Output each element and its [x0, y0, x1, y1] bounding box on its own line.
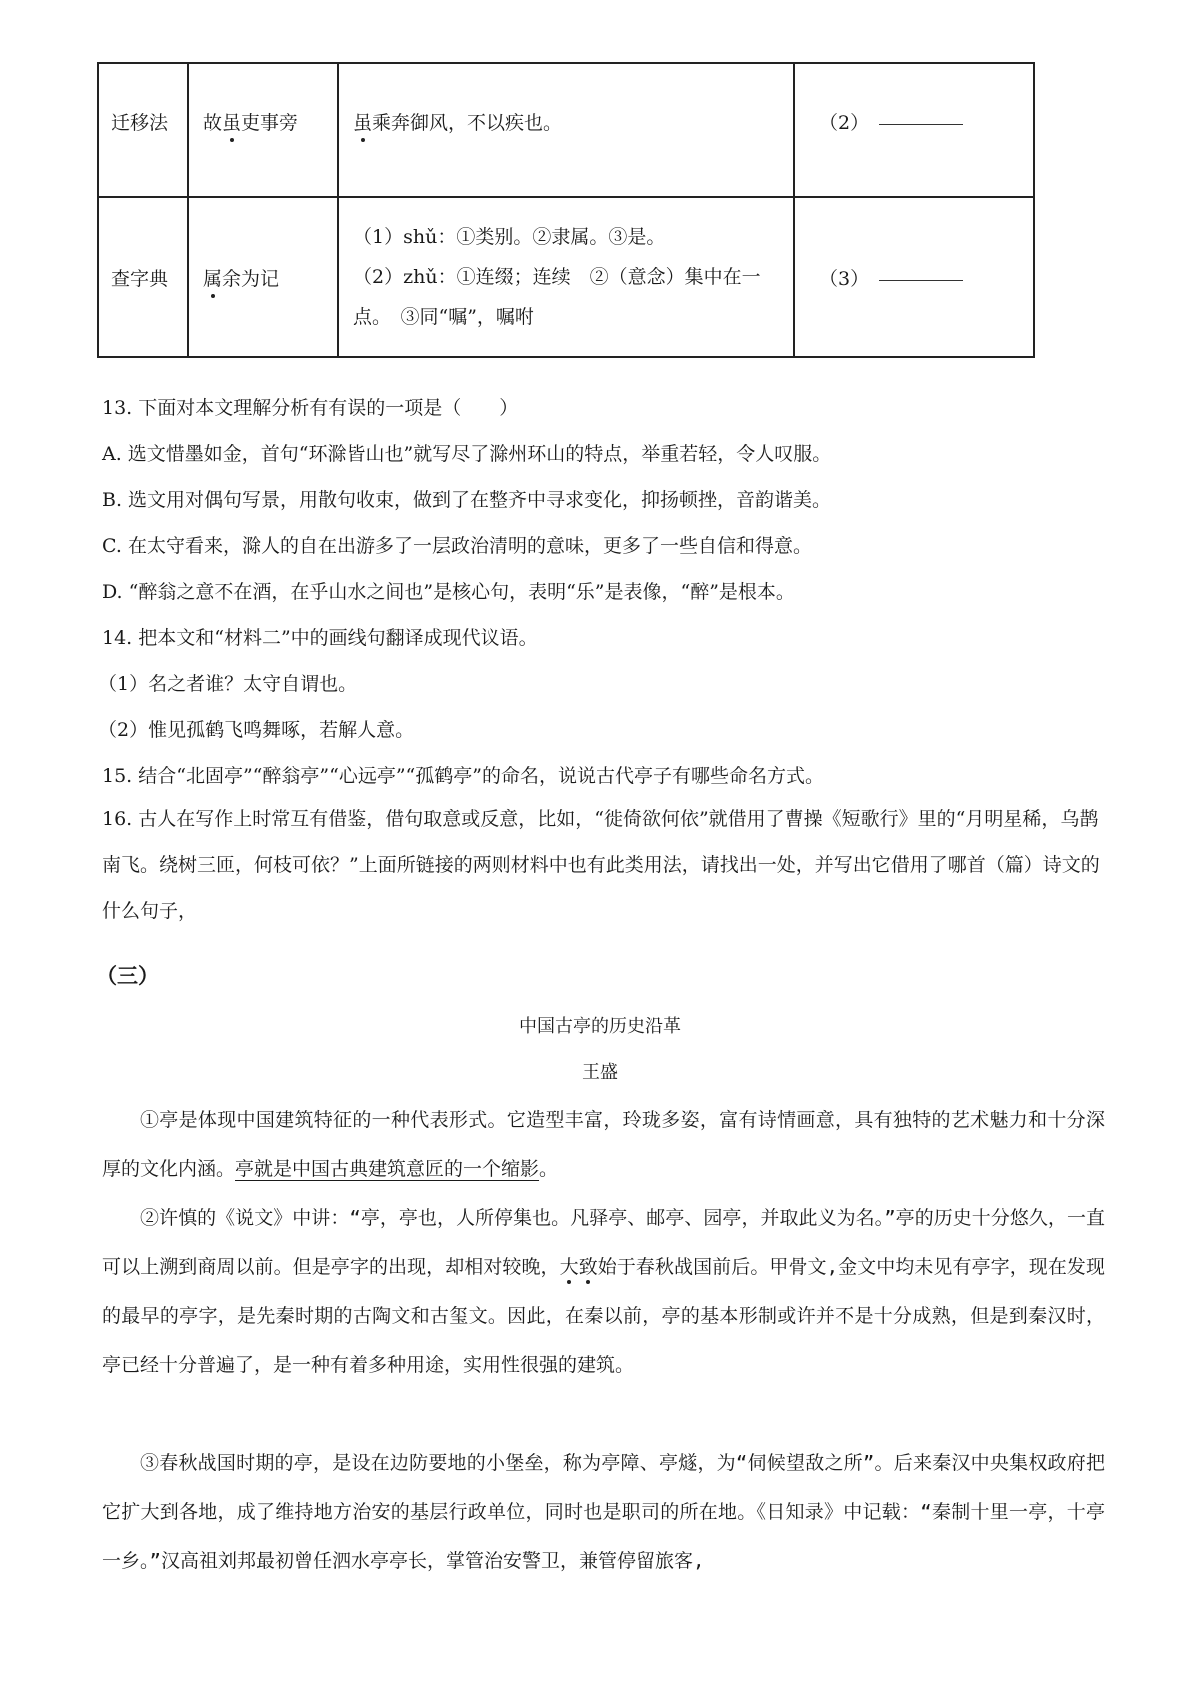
- marked-character: 虽: [353, 112, 373, 134]
- dictionary-entry: （2）zhǔ：①连缀；连续 ②（意念）集中在一: [353, 266, 761, 288]
- answer-cell: （2）: [794, 63, 1034, 197]
- article-paragraph-3: ③春秋战国时期的亭，是设在边防要地的小堡垒，称为亭障、亭燧，为“伺候望敌之所”。后来秦汉中央集权政府把它扩大到各地，成了维持地方治安的基层行政单位，同时也是职司的所在地。《日知录》中记载：“秦制十里一亭，十亭一乡。”汉高祖刘邦最初曾任泗水亭亭长，掌管治安警卫，兼管停留旅客,: [102, 1452, 1105, 1572]
- article-paragraph-2: ②许慎的《说文》中讲：“亭，亭也，人所停集也。凡驿亭、邮亭、园亭，并取此义为名。”亭的历史十分悠久，一直可以上溯到商周以前。但是亭字的出现，却相对较晚，大致始于春秋战国前后。甲骨文,金文中均未见有亭字，现在发现的最早的亭字，是先秦时期的古陶文和古玺文。因此，在秦以前，亭的基本形制或许并不是十分成熟，但是到秦汉时，亭已经十分普遍了，是一种有着多种用途，实用性很强的建筑。: [102, 1207, 1105, 1376]
- answer-cell: （3）: [794, 197, 1034, 357]
- dictionary-entry: 点。 ③同“嘱”，嘱咐: [353, 306, 534, 328]
- article-title: 中国古亭的历史沿革: [519, 1016, 681, 1037]
- question-15: 15. 结合“北固亭”“醉翁亭”“心远亭”“孤鹤亭”的命名，说说古代亭子有哪些命名方式。: [102, 765, 824, 787]
- article-paragraph-1: ①亭是体现中国建筑特征的一种代表形式。它造型丰富，玲珑多姿，富有诗情画意，具有独特的艺术魅力和十分深厚的文化内涵。亭就是中国古典建筑意匠的一个缩影。: [102, 1109, 1105, 1180]
- option-c: C. 在太守看来，滁人的自在出游多了一层政治清明的意味，更多了一些自信和得意。: [102, 535, 812, 557]
- emphasized-character: 致: [578, 1256, 598, 1278]
- phrase-cell: 故虽吏事旁: [188, 63, 338, 197]
- option-b: B. 选文用对偶句写景，用散句收束，做到了在整齐中寻求变化，抑扬顿挫，音韵谐美。: [102, 489, 832, 511]
- word-meaning-table: [97, 62, 1035, 358]
- question-16: 16. 古人在写作上时常互有借鉴，借句取意或反意，比如，“徙倚欲何依”就借用了曹操《短歌行》里的“月明星稀，乌鹊南飞。绕树三匝，何枝可依？”上面所链接的两则材料中也有此类用法，请找出一处，并写出它借用了哪首（篇）诗文的什么句子，: [102, 808, 1100, 922]
- dictionary-entry: （1）shǔ：①类别。②隶属。③是。: [353, 226, 666, 248]
- emphasized-character: 大: [559, 1256, 579, 1278]
- answer-blank[interactable]: [879, 124, 963, 125]
- underlined-sentence: 亭就是中国古典建筑意匠的一个缩影: [235, 1158, 540, 1180]
- question-13: 13. 下面对本文理解分析有有误的一项是（ ）: [102, 397, 519, 419]
- method-cell: 查字典: [98, 197, 188, 357]
- question-14-item: （2）惟见孤鹤飞鸣舞啄，若解人意。: [98, 719, 415, 741]
- method-cell: 迁移法: [98, 63, 188, 197]
- answer-blank[interactable]: [879, 280, 963, 281]
- table-row: [98, 63, 1034, 197]
- phrase-cell: 属余为记: [188, 197, 338, 357]
- question-14: 14. 把本文和“材料二”中的画线句翻译成现代议语。: [102, 627, 538, 649]
- article-author: 王盛: [582, 1062, 618, 1083]
- reference-cell: 虽乘奔御风，不以疾也。: [338, 63, 794, 197]
- question-14-item: （1）名之者谁？太守自谓也。: [98, 673, 358, 695]
- option-d: D. “醉翁之意不在酒，在乎山水之间也”是核心句，表明“乐”是表像，“醉”是根本。: [102, 581, 795, 603]
- marked-character: 属: [203, 267, 223, 290]
- option-a: A. 选文惜墨如金，首句“环滁皆山也”就写尽了滁州环山的特点，举重若轻，令人叹服。: [102, 443, 832, 465]
- dictionary-cell: [338, 197, 794, 357]
- table-row: [98, 197, 1034, 357]
- section-label: （三）: [96, 963, 159, 988]
- marked-character: 虽: [222, 112, 242, 134]
